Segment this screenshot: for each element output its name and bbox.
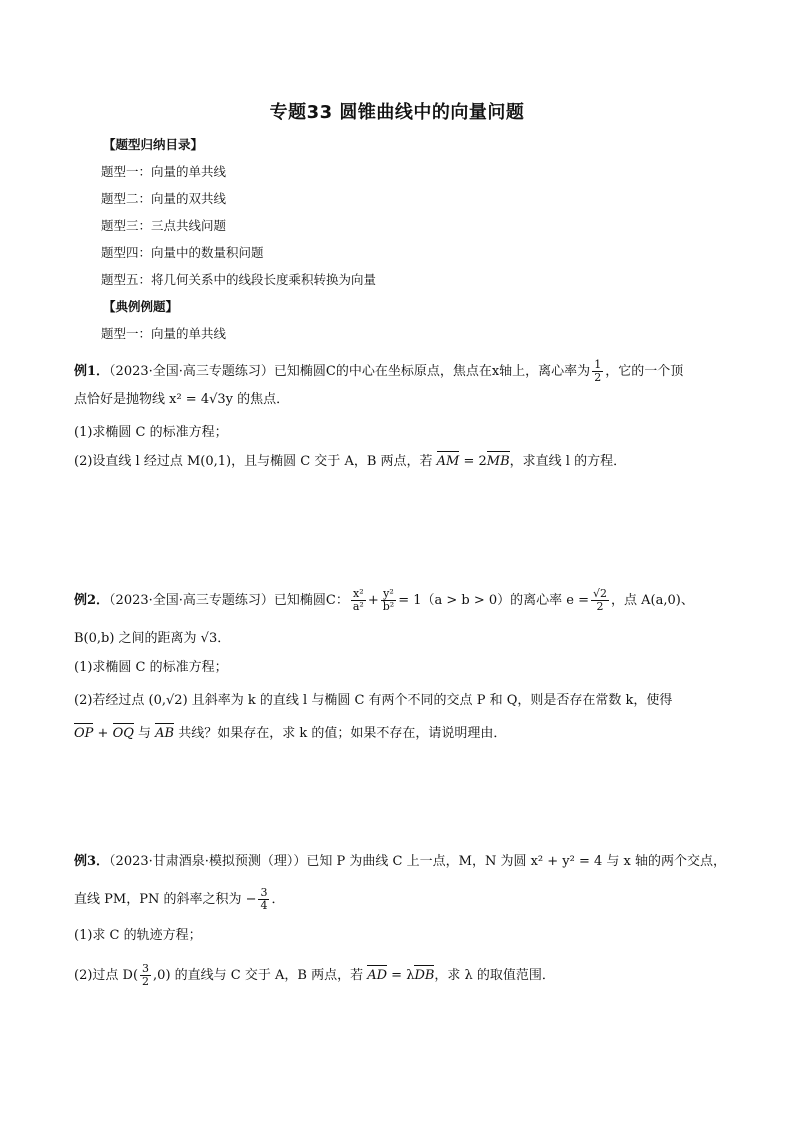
ex3-slope-fraction: $\frac{3}{4}$ (260, 886, 268, 912)
toc-item-4: 题型四：向量中的数量积问题 (101, 245, 264, 260)
ex3-q2: (2)过点 D( $\frac{3}{2}$ ,0) 的直线与 C 交于 A，B 两点，若 AD = λDB，求 λ 的取值范围． (74, 962, 555, 988)
vector-OQ: OQ (112, 726, 134, 741)
ex2-fraction-y: $\frac{\text{y²}}{\text{b²}}$ (382, 587, 395, 613)
section-one-heading: 题型一：向量的单共线 (101, 326, 227, 341)
ex1-label: 例1． (74, 364, 110, 379)
ex1-source: （2023·全国·高三专题练习） (109, 364, 274, 379)
vector-MB: MB (486, 454, 510, 469)
toc-item-1: 题型一：向量的单共线 (101, 164, 227, 179)
ex1-eccentricity-fraction: $\frac{1}{2}$ (594, 358, 602, 384)
ex1-text-a: 已知椭圆C的中心在坐标原点，焦点在x轴上，离心率为 (273, 364, 591, 379)
ex1-q2: (2)设直线 l 经过点 M(0,1)，且与椭圆 C 交于 A，B 两点，若 AM = 2MB，求直线 l 的方程． (74, 454, 627, 469)
vector-DB: DB (414, 968, 435, 983)
ex3-line1: 例3．（2023·甘肃酒泉·模拟预测（理））已知 P 为曲线 C 上一点，M，N 为圆 x² + y² = 4 与 x 轴的两个交点， (74, 854, 726, 869)
vector-AD: AD (367, 968, 388, 983)
ex2-line1: 例2．（2023·全国·高三专题练习）已知椭圆C： $\frac{\text{x²}}{\text{a²}}$ + $\frac{\text{y²}}{\text{b²}}$ = 1（a > b > 0）的离心率 e = $\frac{√2}{2}$ ，点 A(a,0)、 (74, 587, 694, 613)
ex3-q1: (1)求 C 的轨迹方程； (74, 928, 202, 943)
ex3-label: 例3． (74, 854, 110, 869)
ex1-text-b: ，它的一个顶 (605, 364, 684, 379)
ex2-fraction-x: $\frac{\text{x²}}{\text{a²}}$ (352, 587, 364, 613)
toc-item-5: 题型五：将几何关系中的线段长度乘积转换为向量 (101, 272, 377, 287)
ex2-line2: B(0,b) 之间的距离为 √3． (74, 631, 231, 646)
examples-heading: 【典例例题】 (103, 299, 179, 314)
ex3-source: （2023·甘肃酒泉·模拟预测（理）） (109, 854, 307, 869)
ex2-q1: (1)求椭圆 C 的标准方程； (74, 660, 228, 675)
ex1-line2: 点恰好是抛物线 x² = 4√3y 的焦点． (74, 392, 290, 407)
toc-item-2: 题型二：向量的双共线 (101, 191, 227, 206)
ex3-point-fraction: $\frac{3}{2}$ (142, 962, 150, 988)
ex3-line2: 直线 PM，PN 的斜率之积为 − $\frac{3}{4}$ ． (74, 886, 285, 912)
ex2-label: 例2． (74, 593, 110, 608)
page-title: 专题33 圆锥曲线中的向量问题 (269, 102, 525, 123)
ex2-q2-line2: OP + OQ 与 AB 共线？如果存在，求 k 的值；如果不存在，请说明理由． (74, 726, 507, 741)
ex2-source: （2023·全国·高三专题练习） (109, 593, 274, 608)
toc-heading: 【题型归纳目录】 (103, 137, 204, 152)
ex1-q1: (1)求椭圆 C 的标准方程； (74, 425, 228, 440)
toc-item-3: 题型三：三点共线问题 (101, 218, 227, 233)
ex2-fraction-e: $\frac{√2}{2}$ (593, 587, 608, 613)
vector-AM: AM (436, 454, 460, 469)
ex2-q2-line1: (2)若经过点 (0,√2) 且斜率为 k 的直线 l 与椭圆 C 有两个不同的交点 P 和 Q，则是否存在常数 k，使得 (74, 693, 673, 708)
vector-AB: AB (155, 726, 175, 741)
ex1-line1 (74, 359, 734, 384)
vector-OP: OP (74, 726, 94, 741)
